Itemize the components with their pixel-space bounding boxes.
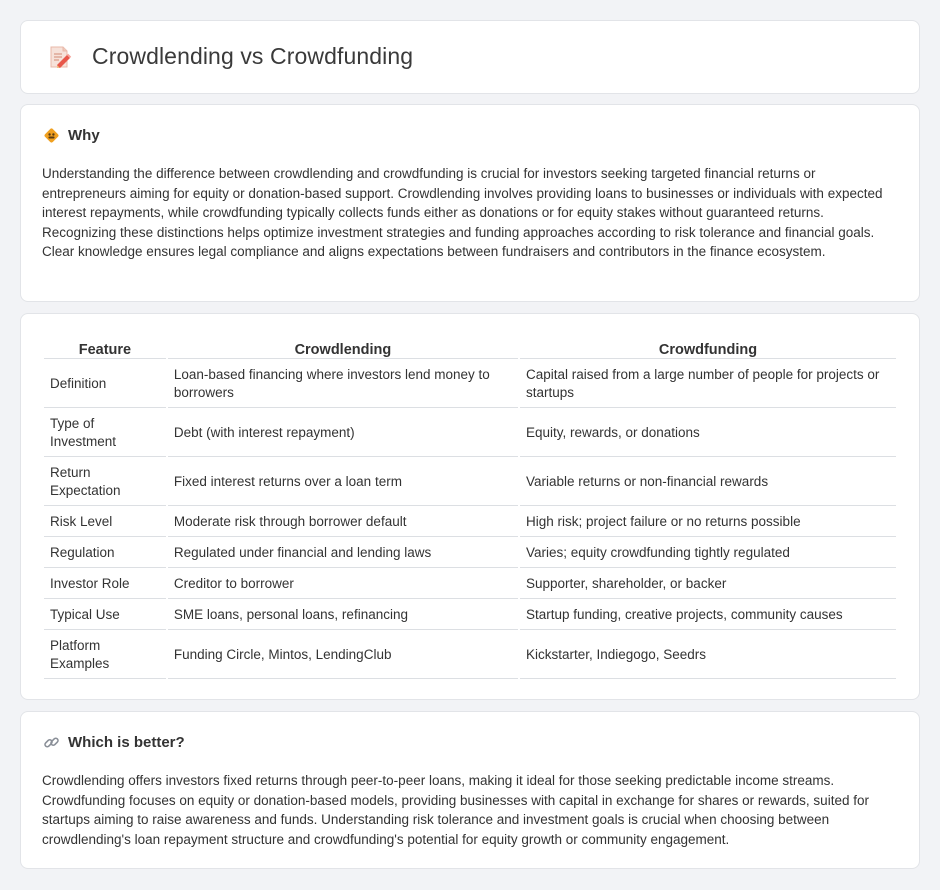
title-row [48, 43, 413, 70]
better-heading-row [43, 734, 185, 751]
better-heading: Which is better? [68, 734, 185, 751]
better-text: Crowdlending offers investors fixed returns through peer-to-peer loans, making it ideal for those seeking predictable income streams. Crowdfunding focuses on equity or donation-based models, providing businesses with capital in exchange for shares or rewards, suited for startups aiming to raise awareness and funds. Understanding risk tolerance and investment goals is crucial when choosing between crowdlending's loan repayment structure and crowdfunding's potential for equity growth or community engagement. [42, 773, 869, 847]
crowdlending-cell: Creditor to borrower [168, 570, 518, 599]
header-feature: Feature [44, 337, 166, 359]
link-icon [43, 734, 60, 751]
table-row [44, 632, 896, 679]
table-row [44, 459, 896, 506]
table-row [44, 361, 896, 408]
why-section [20, 104, 920, 302]
feature-cell: Risk Level [44, 508, 166, 537]
table-row [44, 601, 896, 630]
crowdfunding-cell: Capital raised from a large number of people for projects or startups [520, 361, 896, 408]
table-row [44, 508, 896, 537]
crowdfunding-cell: Supporter, shareholder, or backer [520, 570, 896, 599]
warning-diamond-icon [43, 127, 60, 144]
page-title: Crowdlending vs Crowdfunding [92, 43, 414, 69]
memo-pencil-icon [48, 44, 72, 70]
crowdfunding-cell: Variable returns or non-financial rewards [520, 459, 896, 506]
feature-cell: Return Expectation [44, 459, 166, 506]
crowdlending-cell: Debt (with interest repayment) [168, 410, 518, 457]
why-heading: Why [68, 127, 100, 144]
table-row [44, 410, 896, 457]
which-better-section [20, 711, 920, 869]
feature-cell: Investor Role [44, 570, 166, 599]
comparison-table [42, 335, 898, 681]
crowdlending-cell: Funding Circle, Mintos, LendingClub [168, 632, 518, 679]
header-crowdfunding: Crowdfunding [520, 337, 896, 359]
title-card [20, 20, 920, 94]
comparison-section [20, 313, 920, 700]
crowdlending-cell: Loan-based financing where investors lend money to borrowers [168, 361, 518, 408]
crowdfunding-cell: High risk; project failure or no returns possible [520, 508, 896, 537]
why-heading-row [43, 127, 100, 144]
feature-cell: Platform Examples [44, 632, 166, 679]
table-row [44, 570, 896, 599]
crowdlending-cell: Fixed interest returns over a loan term [168, 459, 518, 506]
feature-cell: Definition [44, 361, 166, 408]
crowdfunding-cell: Kickstarter, Indiegogo, Seedrs [520, 632, 896, 679]
crowdfunding-cell: Varies; equity crowdfunding tightly regulated [520, 539, 896, 568]
feature-cell: Regulation [44, 539, 166, 568]
crowdfunding-cell: Startup funding, creative projects, community causes [520, 601, 896, 630]
crowdlending-cell: SME loans, personal loans, refinancing [168, 601, 518, 630]
crowdlending-cell: Moderate risk through borrower default [168, 508, 518, 537]
crowdlending-cell: Regulated under financial and lending laws [168, 539, 518, 568]
why-text: Understanding the difference between crowdlending and crowdfunding is crucial for investors seeking targeted financial returns or entrepreneurs aiming for equity or donation-based support. Crowdlending involves providing loans to businesses or individuals with expected interest repayments, while crowdfunding typically collects funds either as donations or for equity stakes without guaranteed returns. Recognizing these distinctions helps optimize investment strategies and funding approaches according to risk tolerance and financial goals. Clear knowledge ensures legal compliance and aligns expectations between fundraisers and contributors in the finance ecosystem. [42, 166, 883, 260]
table-row [44, 539, 896, 568]
header-crowdlending: Crowdlending [168, 337, 518, 359]
crowdfunding-cell: Equity, rewards, or donations [520, 410, 896, 457]
table-header-row [44, 337, 896, 359]
feature-cell: Typical Use [44, 601, 166, 630]
feature-cell: Type of Investment [44, 410, 166, 457]
